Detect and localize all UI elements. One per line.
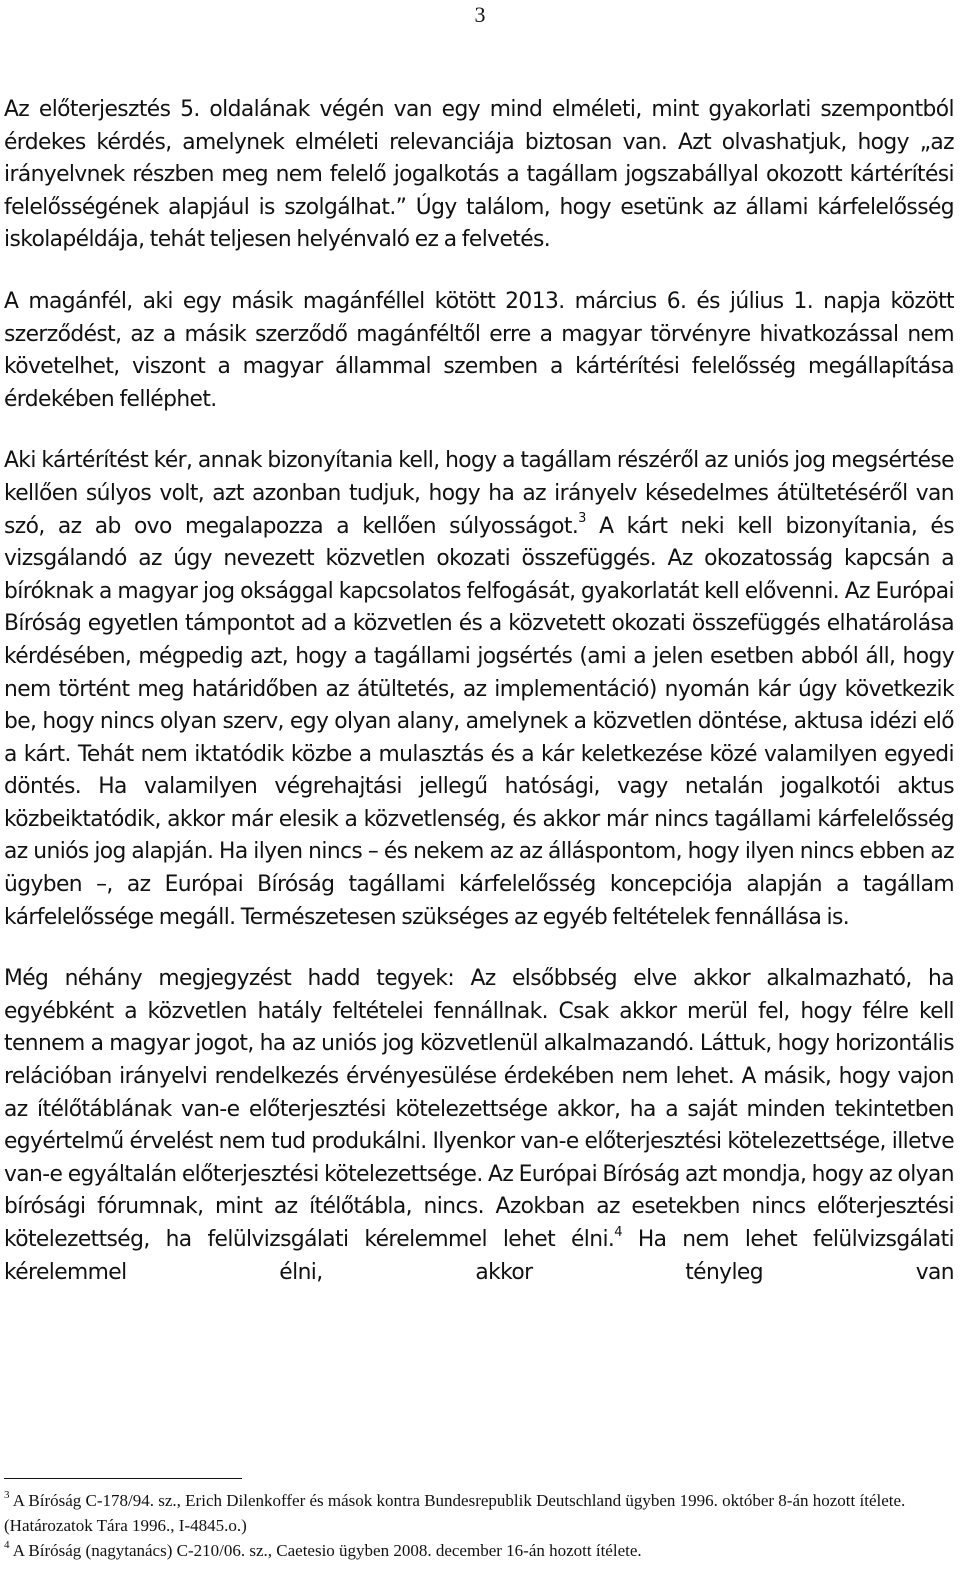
paragraph-4-text-after: Ha nem lehet felülvizsgálati kérelemmel élni, akkor tényleg van [4,1227,954,1285]
paragraph-3-text-before: Aki kártérítést kér, annak bizonyítania kell, hogy a tagállam részéről az uniós jog megsértése kellően súlyos volt, azt azonban tudjuk, hogy ha az irányelv késedelmes átültetéséről van szó, az ab ovo megalapozza a kellően súlyosságot. [4,448,954,539]
footnote-ref-4[interactable]: 4 [614,1224,622,1240]
paragraph-1: Az előterjesztés 5. oldalának végén van egy mind elméleti, mint gyakorlati szempontból érdekes kérdés, amelynek elméleti relevanciája biztosan van. Azt olvashatjuk, hogy „az irányelvnek részben meg nem felelő jogalkotás a tagállam jogszabállyal okozott kártérítési felelősségének alapjául is szolgálhat.” Úgy találom, hogy esetünk az állami kárfelelősség iskolapéldája, tehát teljesen helyénvaló ez a felvetés. [4,97,954,253]
page-number: 3 [474,2,486,27]
footnote-4 [4,1538,956,1563]
footnote-ref-3[interactable]: 3 [578,511,586,527]
footnote-separator [4,1478,242,1479]
footnote-4-marker: 4 [4,1539,10,1552]
paragraph-3 [4,445,954,934]
paragraph-2: A magánfél, aki egy másik magánféllel kötött 2013. március 6. és július 1. napja között szerződést, az a másik szerződő magánféltől erre a magyar törvényre hivatkozással nem követelhet, viszont a magyar állammal szemben a kártérítési felelősség megállapítása érdekében felléphet. [4,288,954,412]
footnote-3-marker: 3 [4,1489,10,1502]
paragraph-3-text-after: A kárt neki kell bizonyítania, és vizsgálandó az úgy nevezett közvetlen okozati összefüggés. Az okozatosság kapcsán a bíróknak a magyar jog oksággal kapcsolatos felfogását, gyakorlatát kell elővenni. Az Európai Bíróság egyetlen támpontot ad a közvetlen és a közvetett okozati összefüggés elhatárolása kérdésében, mégpedig azt, hogy a tagállami jogsértés (ami a jelen esetben abból áll, hogy nem történt meg határidőben az átültetés, az implementáció) nyomán kár úgy következik be, hogy nincs olyan szerv, egy olyan alany, amelynek a közvetlen döntése, aktusa idézi elő a kárt. Tehát nem iktatódik közbe a mulasztás és a kár keletkezése közé valamilyen egyedi döntés. Ha valamilyen végrehajtási jellegű hatósági, vagy netalán jogalkotói aktus közbeiktatódik, akkor már elesik a közvetlenség, és akkor már nincs tagállami kárfelelősség az uniós jog alapján. Ha ilyen nincs – és nekem az az álláspontom, hogy ilyen nincs ebben az ügyben –, az Európai Bíróság tagállami kárfelelősség koncepciója alapján a tagállam kárfelelőssége megáll. Természetesen szükséges az egyéb feltételek fennállása is. [4,513,954,930]
document-body [4,94,954,1289]
footnotes [4,1488,956,1563]
footnote-3 [4,1488,956,1538]
paragraph-4 [4,963,954,1289]
footnote-3-text: A Bíróság C-178/94. sz., Erich Dilenkoffer és mások kontra Bundesrepublik Deutschland ügyben 1996. október 8-án hozott ítélete. (Határozatok Tára 1996., I-4845.o.) [4,1491,906,1535]
paragraph-4-text-before: Még néhány megjegyzést hadd tegyek: Az elsőbbség elve akkor alkalmazható, ha egyébként a közvetlen hatály feltételei fennállnak. Csak akkor merül fel, hogy félre kell tennem a magyar jogot, ha az uniós jog közvetlenül alkalmazandó. Láttuk, hogy horizontális relációban irányelvi rendelkezés érvényesülése érdekében nem lehet. A másik, hogy vajon az ítélőtáblának van-e előterjesztési kötelezettsége akkor, ha a saját minden tekintetben egyértelmű érvelést nem tud produkálni. Ilyenkor van-e előterjesztési kötelezettsége, illetve van-e egyáltalán előterjesztési kötelezettsége. Az Európai Bíróság azt mondja, hogy az olyan bírósági fórumnak, mint az ítélőtábla, nincs. Azokban az esetekben nincs előterjesztési kötelezettség, ha felülvizsgálati kérelemmel lehet élni. [4,966,954,1252]
footnote-4-text: A Bíróság (nagytanács) C-210/06. sz., Caetesio ügyben 2008. december 16-án hozott ítélete. [9,1541,642,1560]
